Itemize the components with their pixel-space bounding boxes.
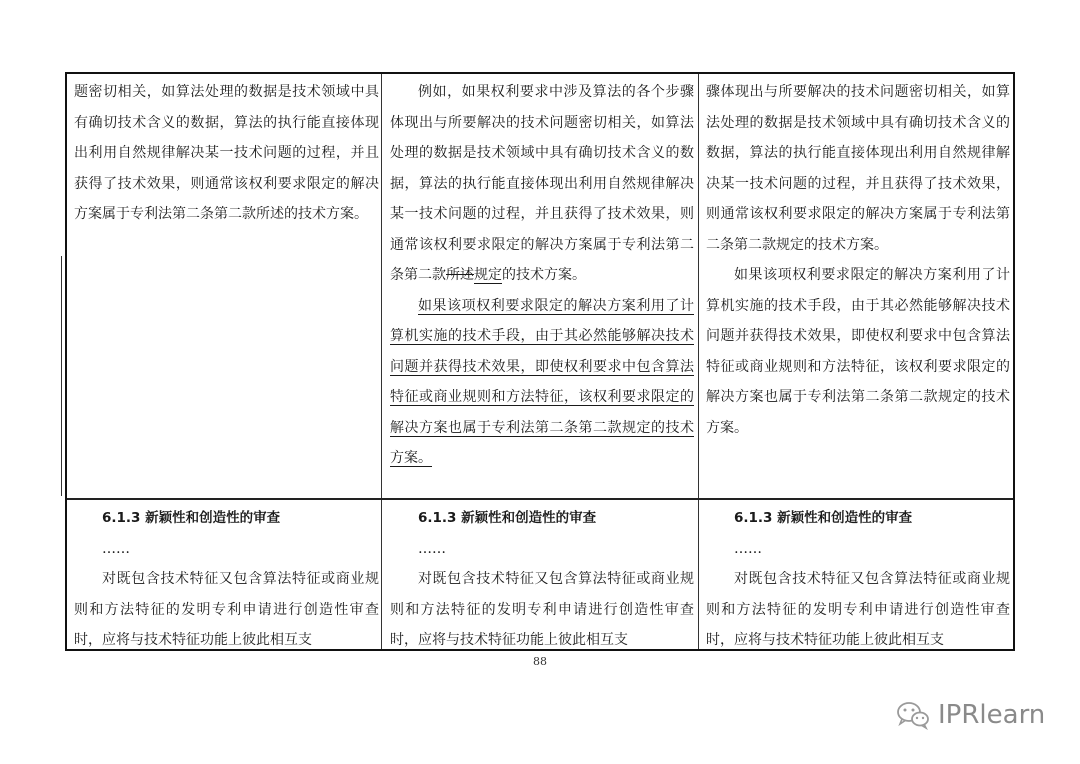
inserted-text: 规定 (474, 267, 502, 283)
ellipsis: …… (102, 540, 130, 557)
section-heading: 6.1.3 新颖性和创造性的审查 (418, 510, 597, 526)
ellipsis: …… (418, 540, 446, 557)
revision-marked-cell (390, 503, 694, 649)
section-heading: 6.1.3 新颖性和创造性的审查 (102, 510, 281, 526)
paragraph: 如果该项权利要求限定的解决方案利用了计算机实施的技术手段，由于其必然能够解决技术问题并获得技术效果，即使权利要求中包含算法特征或商业规则和方法特征，该权利要求限定的解决方案也属于专利法第二条第二款规定的技术方案。 (706, 267, 1010, 436)
paragraph-text: 例如，如果权利要求中涉及算法的各个步骤体现出与所要解决的技术问题密切相关，如算法处理的数据是技术领域中具有确切技术含义的数据，算法的执行能直接体现出利用自然规律解决某一技术问题的过程，并且获得了技术效果，则通常该权利要求限定的解决方案属于专利法第二条第二款 (390, 84, 694, 283)
row-divider (67, 498, 1013, 500)
wechat-icon (896, 700, 930, 730)
paragraph: 对既包含技术特征又包含算法特征或商业规则和方法特征的发明专利申请进行创造性审查时，应将与技术特征功能上彼此相互支 (390, 571, 694, 648)
paragraph-text: 的技术方案。 (502, 267, 586, 283)
comparison-table (65, 72, 1015, 651)
section-heading: 6.1.3 新颖性和创造性的审查 (734, 510, 913, 526)
revision-marked-cell (390, 77, 694, 497)
watermark (896, 700, 1045, 730)
watermark-text: IPRlearn (938, 700, 1046, 730)
deleted-text: 所述 (446, 267, 474, 283)
paragraph: 对既包含技术特征又包含算法特征或商业规则和方法特征的发明专利申请进行创造性审查时，应将与技术特征功能上彼此相互支 (74, 571, 379, 648)
original-text-cell (74, 503, 379, 649)
column-divider (698, 74, 699, 649)
inserted-paragraph: 如果该项权利要求限定的解决方案利用了计算机实施的技术手段，由于其必然能够解决技术问题并获得技术效果，即使权利要求中包含算法特征或商业规则和方法特征，该权利要求限定的解决方案也属于专利法第二条第二款规定的技术方案。 (390, 297, 694, 466)
page-number: 88 (533, 655, 547, 668)
ellipsis: …… (734, 540, 762, 557)
paragraph (390, 77, 694, 291)
paragraph (390, 291, 694, 474)
paragraph: 对既包含技术特征又包含算法特征或商业规则和方法特征的发明专利申请进行创造性审查时，应将与技术特征功能上彼此相互支 (706, 571, 1010, 648)
column-divider (381, 74, 382, 649)
revision-margin-bar (61, 256, 62, 496)
paragraph: 骤体现出与所要解决的技术问题密切相关，如算法处理的数据是技术领域中具有确切技术含义的数据，算法的执行能直接体现出利用自然规律解决某一技术问题的过程，并且获得了技术效果，则通常该权利要求限定的解决方案属于专利法第二条第二款规定的技术方案。 (706, 84, 1010, 253)
revised-text-cell (706, 503, 1010, 649)
revised-text-cell (706, 77, 1010, 497)
paragraph: 题密切相关，如算法处理的数据是技术领域中具有确切技术含义的数据，算法的执行能直接体现出利用自然规律解决某一技术问题的过程，并且获得了技术效果，则通常该权利要求限定的解决方案属于专利法第二条第二款所述的技术方案。 (74, 84, 379, 222)
original-text-cell (74, 77, 379, 497)
